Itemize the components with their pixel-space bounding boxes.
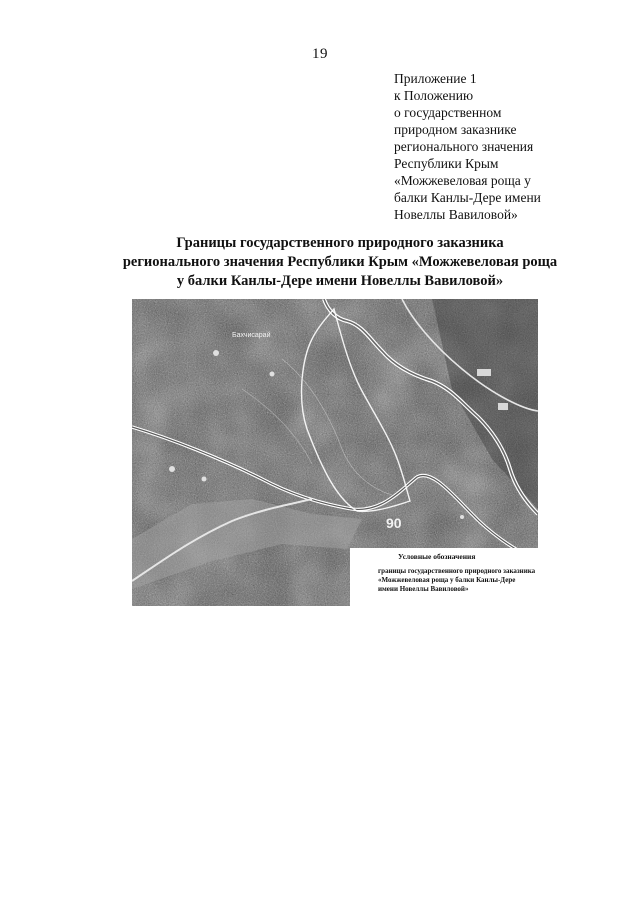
appendix-line: регионального значения xyxy=(394,139,534,154)
appendix-line: «Можжевеловая роща у xyxy=(394,173,531,188)
appendix-line: природном заказнике xyxy=(394,122,517,137)
title-line: Границы государственного природного заказника xyxy=(176,235,504,251)
title-line: регионального значения Республики Крым «Можжевеловая роща xyxy=(122,254,558,270)
legend-line: границы государственного природного заказника xyxy=(378,567,536,575)
legend-title: Условные обозначения xyxy=(398,552,476,561)
appendix-line: балки Канлы-Дере имени xyxy=(394,190,541,205)
appendix-line: к Положению xyxy=(394,88,474,103)
boundary-map xyxy=(132,299,538,606)
legend-line: имени Новеллы Вавиловой» xyxy=(378,585,469,593)
map-legend xyxy=(350,548,538,606)
appendix-line: о государственном xyxy=(394,105,502,120)
title-line: у балки Канлы-Дере имени Новеллы Вавиловой» xyxy=(176,273,504,289)
appendix-line: Приложение 1 xyxy=(394,71,477,86)
appendix-line: Новеллы Вавиловой» xyxy=(394,207,518,222)
appendix-block xyxy=(394,70,594,223)
page-number: 19 xyxy=(312,46,328,62)
settlement-label: Бахчисарай xyxy=(232,332,271,339)
legend-line: «Можжевеловая роща у балки Канлы-Дере xyxy=(378,576,516,584)
appendix-line: Республики Крым xyxy=(394,156,499,171)
road-number-label: 90 xyxy=(386,515,402,531)
document-title xyxy=(60,234,620,291)
